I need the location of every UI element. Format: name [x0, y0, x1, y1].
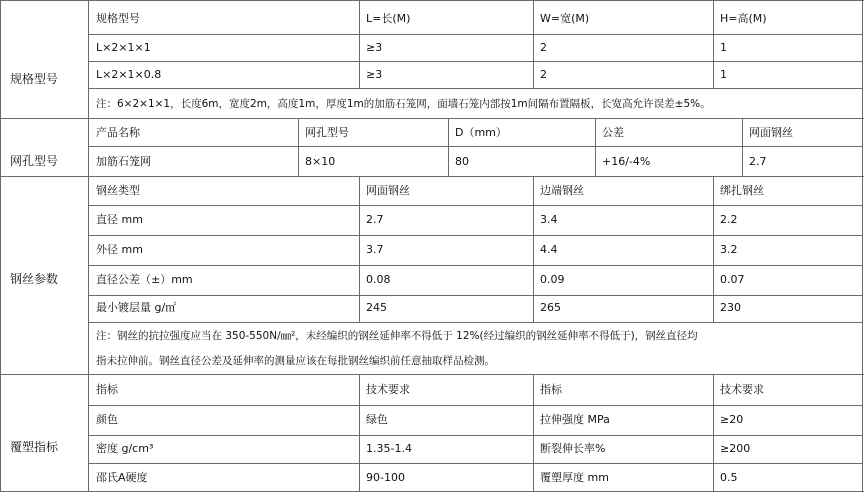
header-height: H=高(M): [720, 12, 767, 25]
spec-row-2-height: 1: [720, 68, 727, 81]
header-tie-wire: 绑扎钢丝: [720, 184, 764, 197]
wire-row-4-label: 最小镀层量 g/㎡: [96, 301, 177, 314]
spec-row-1-model: L×2×1×1: [96, 41, 151, 54]
wire-row-3-tie: 0.07: [720, 273, 745, 286]
section-label-mesh-model: 网孔型号: [10, 154, 59, 168]
wire-row-3-label: 直径公差（±）mm: [96, 273, 193, 286]
wire-row-1-mesh: 2.7: [366, 213, 384, 226]
header-length: L=长(M): [366, 12, 411, 25]
header-width: W=宽(M): [540, 12, 590, 25]
coating-row-1-req-b: ≥20: [720, 413, 744, 426]
header-diameter: D（mm）: [455, 126, 507, 139]
header-index-2: 指标: [540, 383, 562, 396]
coating-row-3-req-b: 0.5: [720, 471, 738, 484]
wire-row-4-tie: 230: [720, 301, 741, 314]
wire-row-4-edge: 265: [540, 301, 561, 314]
coating-row-1-index-b: 拉伸强度 MPa: [540, 413, 610, 426]
header-spec-model: 规格型号: [96, 12, 140, 25]
header-wire-type: 钢丝类型: [96, 184, 140, 197]
coating-row-2-index-b: 断裂伸长率%: [540, 442, 606, 455]
wire-row-2-edge: 4.4: [540, 243, 558, 256]
coating-row-1-index-a: 颜色: [96, 413, 118, 426]
header-tolerance: 公差: [602, 126, 624, 139]
coating-row-1-req-a: 绿色: [366, 413, 388, 426]
header-product-name: 产品名称: [96, 126, 140, 139]
wire-note-line-1: 注：钢丝的抗拉强度应当在 350-550N/㎜²，未经编织的钢丝延伸率不得低于 12%(经过编织的钢丝延伸率不得低于)，钢丝直径均: [96, 330, 698, 342]
header-tech-req-2: 技术要求: [720, 383, 764, 396]
section-label-wire-params: 钢丝参数: [10, 272, 59, 286]
wire-row-3-mesh: 0.08: [366, 273, 391, 286]
mesh-diameter-value: 80: [455, 155, 469, 168]
spec-note: 注：6×2×1×1，长度6m，宽度2m，高度1m，厚度1m的加筋石笼网，面墙石笼内部按1m间隔布置隔板，长宽高允许误差±5%。: [96, 98, 711, 110]
wire-row-4-mesh: 245: [366, 301, 387, 314]
wire-row-1-label: 直径 mm: [96, 213, 143, 226]
mesh-type-value: 8×10: [305, 155, 336, 168]
mesh-product-name: 加筋石笼网: [96, 155, 151, 168]
section-label-spec-model: 规格型号: [10, 72, 59, 86]
wire-row-2-label: 外径 mm: [96, 243, 143, 256]
wire-row-1-edge: 3.4: [540, 213, 558, 226]
coating-row-3-index-a: 邵氏A硬度: [96, 471, 148, 484]
coating-row-2-req-b: ≥200: [720, 442, 751, 455]
header-mesh-wire: 网面钢丝: [366, 184, 410, 197]
section-label-coating-index: 覆塑指标: [10, 440, 59, 454]
header-tech-req-1: 技术要求: [366, 383, 410, 396]
spec-row-2-length: ≥3: [366, 68, 383, 81]
spec-row-1-height: 1: [720, 41, 727, 54]
coating-row-2-req-a: 1.35-1.4: [366, 442, 412, 455]
spec-row-2-width: 2: [540, 68, 547, 81]
spec-row-1-length: ≥3: [366, 41, 383, 54]
mesh-wire-value: 2.7: [749, 155, 767, 168]
wire-row-1-tie: 2.2: [720, 213, 738, 226]
spec-row-1-width: 2: [540, 41, 547, 54]
wire-row-3-edge: 0.09: [540, 273, 565, 286]
mesh-tolerance-value: +16/-4%: [602, 155, 651, 168]
wire-note-line-2: 指未拉伸前。钢丝直径公差及延伸率的测量应该在每批钢丝编织前任意抽取样品检测。: [96, 355, 495, 367]
coating-row-3-req-a: 90-100: [366, 471, 405, 484]
header-edge-wire: 边端钢丝: [540, 184, 584, 197]
header-index-1: 指标: [96, 383, 118, 396]
coating-row-2-index-a: 密度 g/cm³: [96, 442, 154, 455]
header-mesh-type: 网孔型号: [305, 126, 349, 139]
coating-row-3-index-b: 覆塑厚度 mm: [540, 471, 609, 484]
header-mesh-wire: 网面钢丝: [749, 126, 793, 139]
spec-row-2-model: L×2×1×0.8: [96, 68, 162, 81]
wire-row-2-mesh: 3.7: [366, 243, 384, 256]
wire-row-2-tie: 3.2: [720, 243, 738, 256]
